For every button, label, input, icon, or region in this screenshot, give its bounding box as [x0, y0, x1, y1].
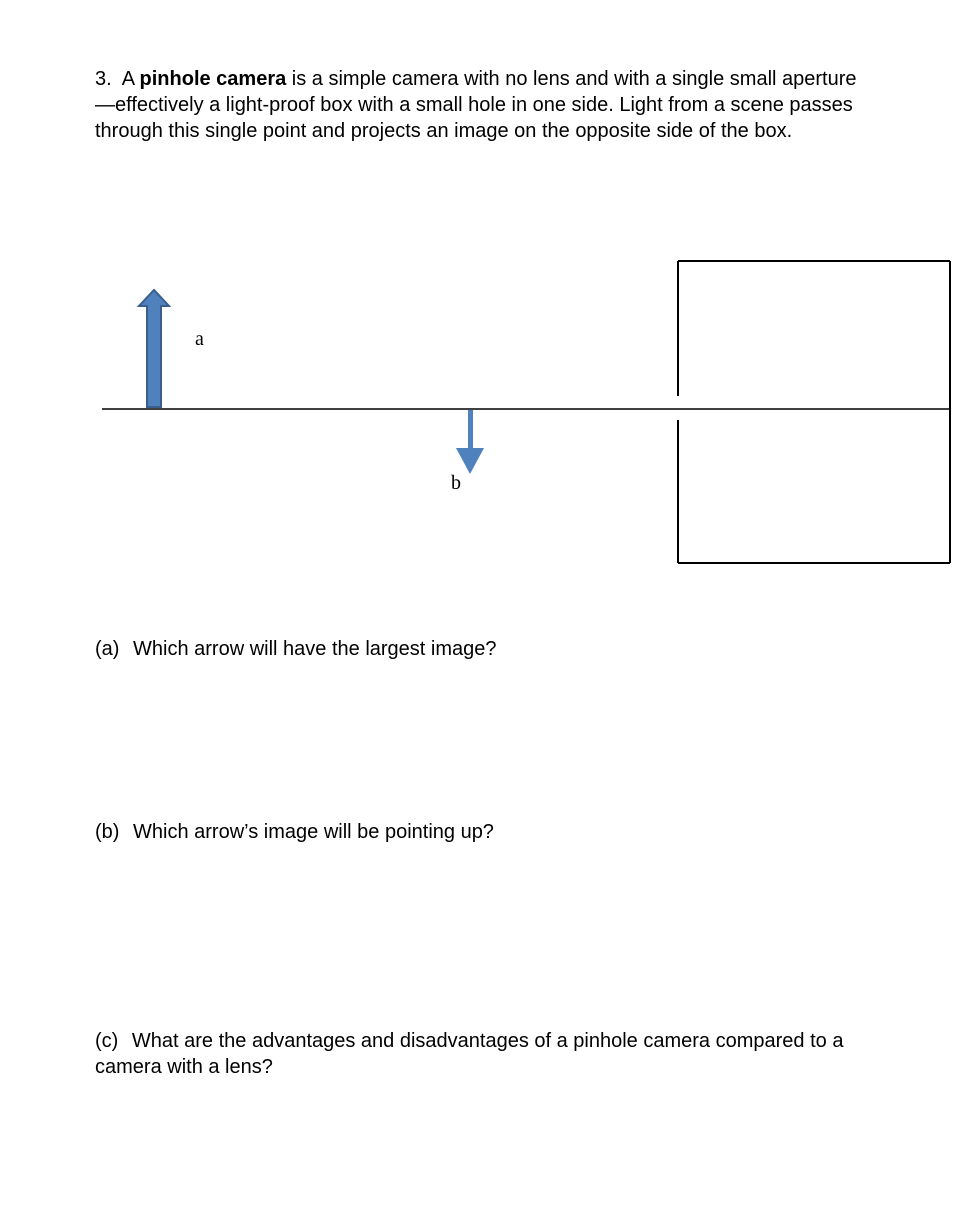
question-b	[95, 819, 875, 845]
problem-number: 3.	[95, 68, 112, 90]
problem-article: A	[121, 68, 134, 90]
arrow-b-shape	[456, 410, 484, 474]
arrow-b	[456, 410, 484, 474]
problem-term: pinhole camera	[139, 68, 287, 90]
arrow-a	[139, 290, 169, 407]
camera-box	[678, 261, 950, 563]
question-a-letter: (a)	[95, 638, 120, 660]
arrow-a-shape	[139, 290, 169, 407]
question-c-letter: (c)	[95, 1030, 119, 1052]
question-a-text: Which arrow will have the largest image?	[133, 638, 497, 660]
arrow-b-label: b	[451, 472, 461, 494]
question-b-text: Which arrow’s image will be pointing up?	[133, 821, 494, 843]
problem-description: is a simple camera with no lens and with a single small aperture —effectively a light-proof box with a small hole in one side. Light from a scene passes through this single point and projects an image on the opposite side of the box.	[95, 68, 857, 142]
question-c-text: What are the advantages and disadvantages of a pinhole camera compared to a camera with a lens?	[95, 1030, 844, 1078]
question-a	[95, 636, 875, 662]
question-b-letter: (b)	[95, 821, 120, 843]
question-c	[95, 1028, 875, 1080]
arrow-a-label: a	[195, 328, 204, 350]
